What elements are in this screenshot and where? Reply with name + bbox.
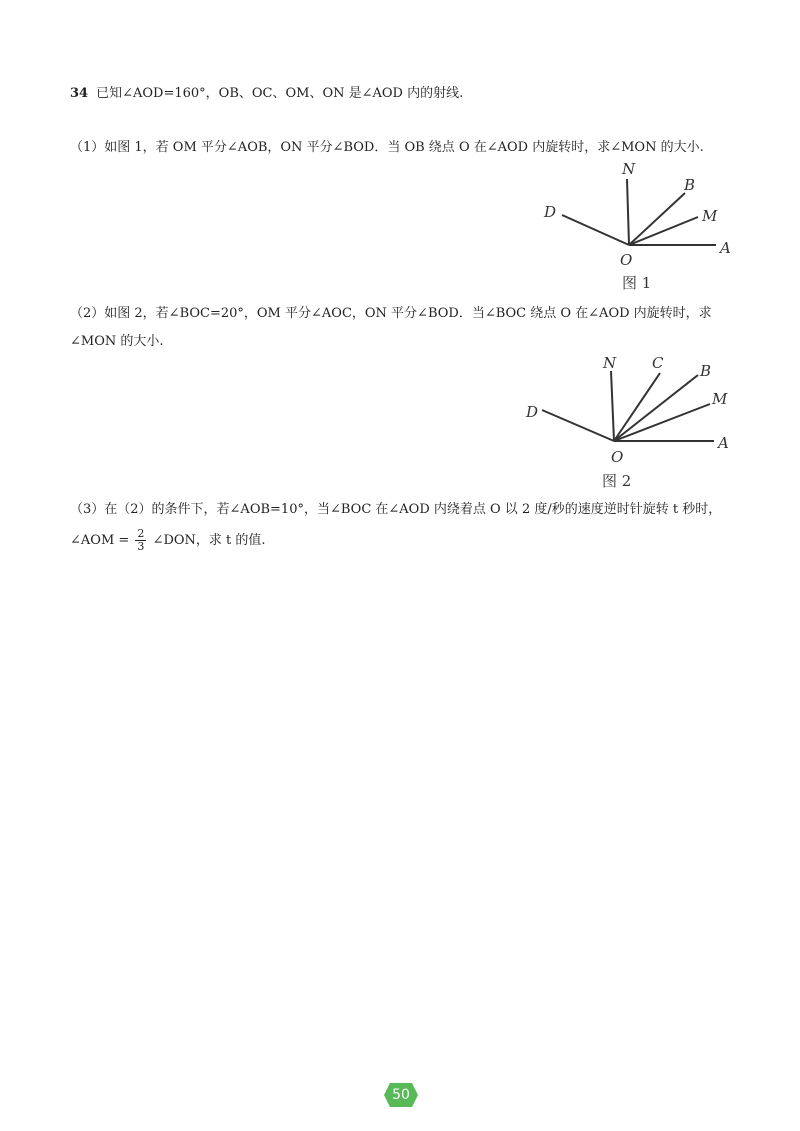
figure-2-caption: 图 2	[602, 472, 632, 490]
label-B: B	[684, 176, 696, 194]
label-M: M	[712, 390, 728, 408]
fraction-two-thirds	[135, 528, 146, 553]
label-A: A	[720, 239, 731, 257]
page-number-badge	[383, 1082, 419, 1108]
ray-ON	[627, 179, 629, 245]
label-A: A	[718, 434, 729, 452]
ray-OM	[629, 217, 698, 245]
ray-OB	[629, 193, 685, 245]
page-number: 50	[392, 1087, 410, 1103]
part-3-line-1: （3）在（2）的条件下，若∠AOB=10°，当∠BOC 在∠AOD 内绕着点 O 以 2 度/秒的速度逆时针旋转 t 秒时，	[70, 502, 722, 517]
part-3-line-2	[70, 528, 266, 553]
label-O: O	[611, 448, 624, 466]
question-number: 34	[70, 86, 89, 101]
part-3-suffix: ∠DON，求 t 的值.	[152, 533, 266, 548]
label-N: N	[603, 354, 617, 372]
part-2-line-1: （2）如图 2，若∠BOC=20°，OM 平分∠AOC，ON 平分∠BOD．当∠BOC 绕点 O 在∠AOD 内旋转时，求	[70, 306, 712, 321]
label-D: D	[526, 403, 539, 421]
ray-OM	[614, 404, 710, 441]
fraction-numerator: 2	[137, 527, 145, 540]
label-O: O	[620, 251, 633, 269]
part-2-line-2: ∠MON 的大小.	[70, 334, 164, 349]
label-B: B	[700, 362, 712, 380]
part-3-prefix: ∠AOM =	[70, 533, 130, 548]
label-D: D	[544, 203, 557, 221]
fraction-denominator: 3	[137, 540, 145, 553]
figure-1	[528, 155, 738, 295]
part-1-text: （1）如图 1，若 OM 平分∠AOB，ON 平分∠BOD．当 OB 绕点 O 在∠AOD 内旋转时，求∠MON 的大小.	[70, 140, 704, 155]
question-stem-text: 已知∠AOD=160°，OB、OC、OM、ON 是∠AOD 内的射线.	[96, 86, 464, 101]
ray-OC	[614, 373, 660, 441]
ray-OB	[614, 375, 698, 441]
label-N: N	[622, 160, 636, 178]
ray-OD	[542, 410, 614, 441]
question-stem	[70, 82, 463, 101]
label-M: M	[702, 207, 718, 225]
ray-OD	[562, 215, 629, 245]
figure-1-caption: 图 1	[622, 274, 652, 292]
label-C: C	[652, 354, 664, 372]
figure-2	[518, 345, 748, 495]
ray-ON	[611, 371, 614, 441]
